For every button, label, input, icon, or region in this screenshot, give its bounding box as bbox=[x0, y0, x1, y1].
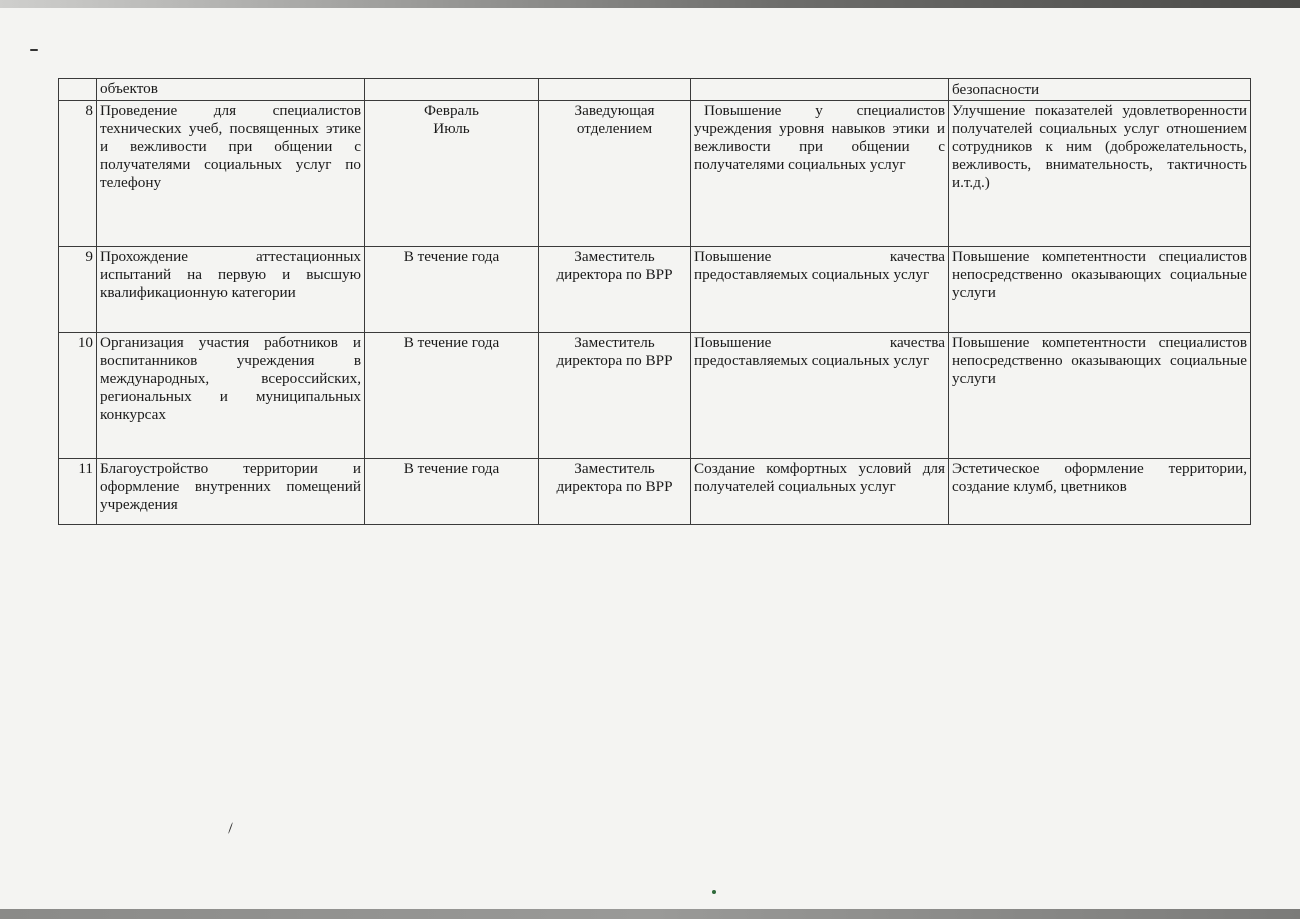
indicator-cell: безопасности bbox=[949, 79, 1251, 101]
responsible-cell bbox=[539, 79, 691, 101]
scan-edge-bottom bbox=[0, 909, 1300, 919]
indicator-cell: Повышение компетентности специалистов непосредственно оказывающих социальные услуги bbox=[949, 333, 1251, 459]
term-cell bbox=[365, 79, 539, 101]
row-number: 9 bbox=[59, 247, 97, 333]
indicator-cell: Повышение компетентности специалистов непосредственно оказывающих социальные услуги bbox=[949, 247, 1251, 333]
table-row bbox=[59, 101, 1251, 247]
table-row bbox=[59, 79, 1251, 101]
term-cell: В течение года bbox=[365, 459, 539, 525]
responsible-cell: Заместитель директора по ВРР bbox=[539, 459, 691, 525]
term-cell: В течение года bbox=[365, 333, 539, 459]
row-number bbox=[59, 79, 97, 101]
scan-mark bbox=[30, 49, 38, 51]
plan-table bbox=[58, 78, 1251, 525]
action-cell: объектов bbox=[97, 79, 365, 101]
result-cell: Повышение качества предоставляемых социальных услуг bbox=[691, 333, 949, 459]
table-row bbox=[59, 459, 1251, 525]
row-number: 10 bbox=[59, 333, 97, 459]
action-cell: Благоустройство территории и оформление внутренних помещений учреждения bbox=[97, 459, 365, 525]
scan-mark bbox=[228, 822, 233, 834]
action-cell: Организация участия работников и воспитанников учреждения в международных, всероссийских, региональных и муниципальных конкурсах bbox=[97, 333, 365, 459]
indicator-cell: Улучшение показателей удовлетворенности получателей социальных услуг отношением сотрудников к ним (доброжелательность, вежливость, внимательность, тактичность и.т.д.) bbox=[949, 101, 1251, 247]
result-cell: Повышение качества предоставляемых социальных услуг bbox=[691, 247, 949, 333]
action-cell: Прохождение аттестационных испытаний на первую и высшую квалификационную категории bbox=[97, 247, 365, 333]
indicator-cell: Эстетическое оформление территории, создание клумб, цветников bbox=[949, 459, 1251, 525]
row-number: 11 bbox=[59, 459, 97, 525]
term-cell: В течение года bbox=[365, 247, 539, 333]
result-cell bbox=[691, 79, 949, 101]
term-cell: Февраль Июль bbox=[365, 101, 539, 247]
result-cell: Повышение у специалистов учреждения уровня навыков этики и вежливости при общении с получателями социальных услуг bbox=[691, 101, 949, 247]
action-cell: Проведение для специалистов технических учеб, посвященных этике и вежливости при общении с получателями социальных услуг по телефону bbox=[97, 101, 365, 247]
responsible-cell: Заведующая отделением bbox=[539, 101, 691, 247]
table-row bbox=[59, 333, 1251, 459]
row-number: 8 bbox=[59, 101, 97, 247]
scan-mark bbox=[712, 890, 716, 894]
result-cell: Создание комфортных условий для получателей социальных услуг bbox=[691, 459, 949, 525]
scan-edge-top bbox=[0, 0, 1300, 8]
table-row bbox=[59, 247, 1251, 333]
responsible-cell: Заместитель директора по ВРР bbox=[539, 333, 691, 459]
responsible-cell: Заместитель директора по ВРР bbox=[539, 247, 691, 333]
